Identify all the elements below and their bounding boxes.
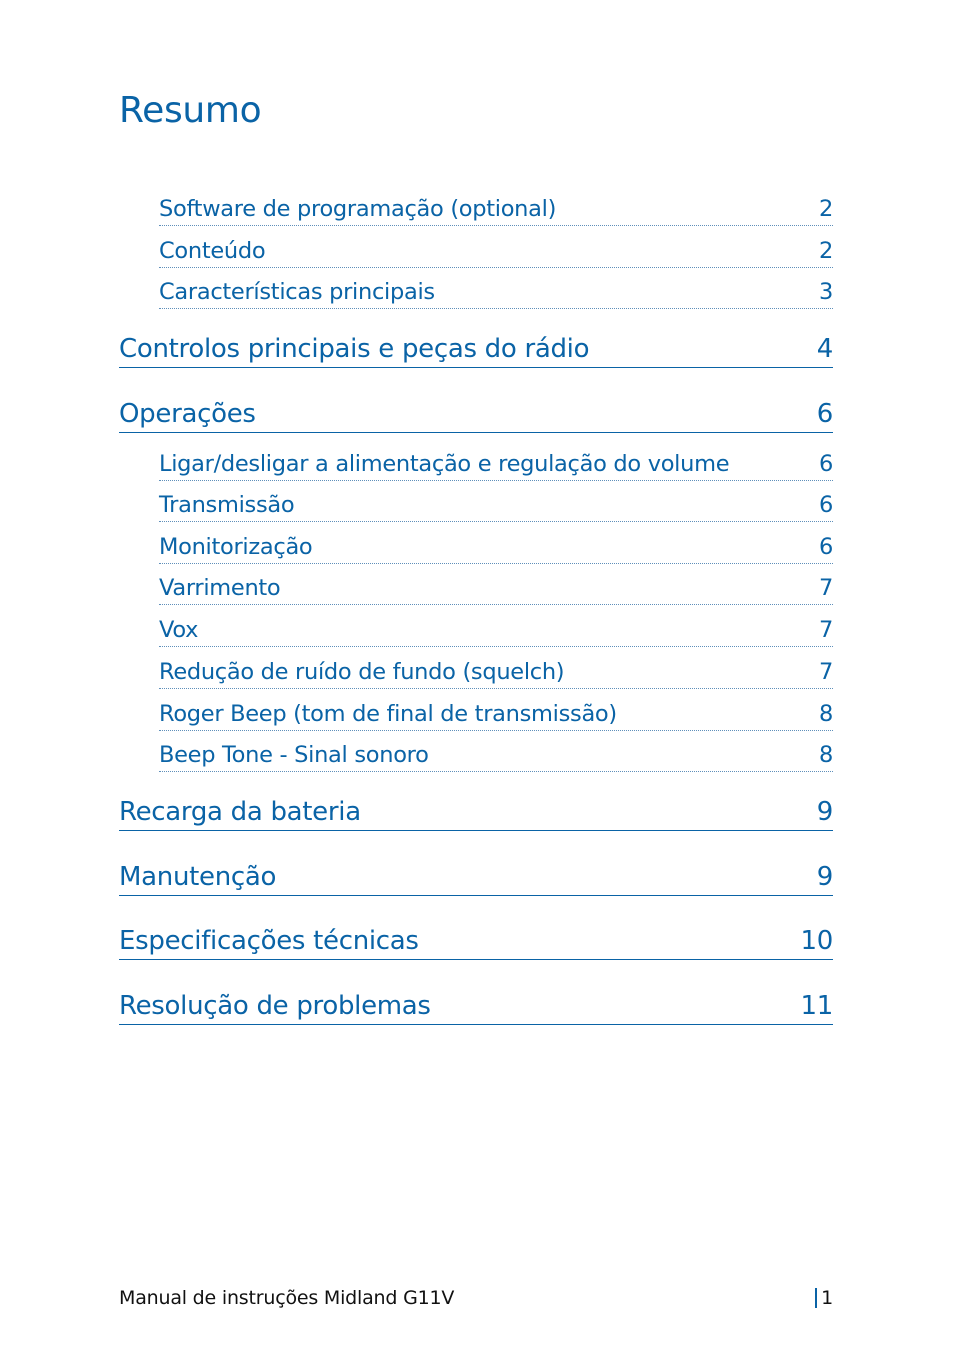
toc-entry-varrimento[interactable] <box>159 571 833 605</box>
toc-entry-ligar-desligar[interactable] <box>159 447 833 481</box>
toc-entry-reducao-ruido[interactable] <box>159 655 833 689</box>
toc-entry-page-number: 2 <box>818 196 833 222</box>
toc-entry-title: Software de programação (optional) <box>159 196 557 222</box>
page-footer <box>119 1284 833 1312</box>
toc-entry-title: Transmissão <box>159 492 295 518</box>
toc-entry-page-number: 6 <box>818 534 833 560</box>
toc-entry-title: Ligar/desligar a alimentação e regulação do volume <box>159 451 730 477</box>
toc-entry-page-number: 7 <box>818 575 833 601</box>
toc-entry-transmissao[interactable] <box>159 488 833 522</box>
toc-entry-page-number: 6 <box>818 451 833 477</box>
toc-entry-page-number: 8 <box>818 701 833 727</box>
toc-entry-page-number: 10 <box>800 926 833 956</box>
toc-entry-page-number: 7 <box>818 617 833 643</box>
toc-entry-title: Conteúdo <box>159 238 266 264</box>
footer-page-indicator <box>815 1287 833 1309</box>
toc-entry-software-programacao[interactable] <box>159 192 833 226</box>
toc-entry-page-number: 9 <box>816 862 833 892</box>
toc-entry-conteudo[interactable] <box>159 234 833 268</box>
toc-entry-page-number: 2 <box>818 238 833 264</box>
toc-entry-page-number: 7 <box>818 659 833 685</box>
toc-entry-title: Especificações técnicas <box>119 926 419 956</box>
toc-entry-beep-tone[interactable] <box>159 738 833 772</box>
toc-entry-page-number: 11 <box>800 991 833 1021</box>
toc-entry-title: Monitorização <box>159 534 313 560</box>
footer-manual-title: Manual de instruções Midland G11V <box>119 1287 455 1309</box>
toc-entry-title: Resolução de problemas <box>119 991 431 1021</box>
toc-entry-especificacoes-tecnicas[interactable] <box>119 922 833 960</box>
footer-page-number: 1 <box>821 1287 833 1309</box>
toc-entry-recarga-bateria[interactable] <box>119 793 833 831</box>
toc-entry-title: Vox <box>159 617 199 643</box>
toc-entry-title: Operações <box>119 399 256 429</box>
toc-entry-controlos-principais[interactable] <box>119 330 833 368</box>
toc-entry-monitorizacao[interactable] <box>159 530 833 564</box>
toc-entry-page-number: 9 <box>816 797 833 827</box>
toc-entry-page-number: 8 <box>818 742 833 768</box>
toc-entry-title: Características principais <box>159 279 435 305</box>
toc-entry-vox[interactable] <box>159 613 833 647</box>
toc-entry-title: Varrimento <box>159 575 281 601</box>
toc-entry-operacoes[interactable] <box>119 395 833 433</box>
toc-entry-title: Beep Tone - Sinal sonoro <box>159 742 429 768</box>
toc-entry-page-number: 4 <box>816 334 833 364</box>
toc-entry-page-number: 6 <box>818 492 833 518</box>
toc-entry-manutencao[interactable] <box>119 858 833 896</box>
toc-entry-title: Manutenção <box>119 862 277 892</box>
toc-entry-resolucao-problemas[interactable] <box>119 987 833 1025</box>
toc-entry-page-number: 6 <box>816 399 833 429</box>
toc-entry-title: Recarga da bateria <box>119 797 361 827</box>
toc-entry-title: Redução de ruído de fundo (squelch) <box>159 659 565 685</box>
toc-entry-caracteristicas-principais[interactable] <box>159 275 833 309</box>
toc-entry-title: Roger Beep (tom de final de transmissão) <box>159 701 617 727</box>
toc-entry-page-number: 3 <box>818 279 833 305</box>
toc-entry-title: Controlos principais e peças do rádio <box>119 334 590 364</box>
page-title: Resumo <box>119 90 262 131</box>
toc-entry-roger-beep[interactable] <box>159 697 833 731</box>
page-divider-bar <box>815 1288 817 1308</box>
